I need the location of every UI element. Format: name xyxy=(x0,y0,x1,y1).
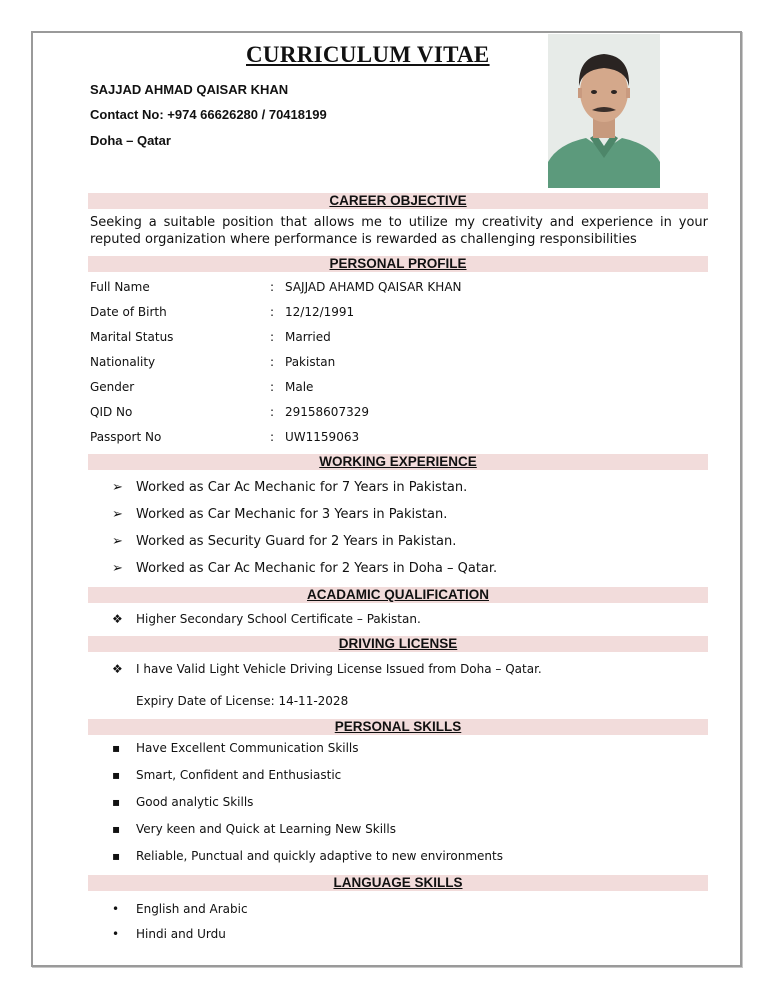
list-item-text: Worked as Car Mechanic for 3 Years in Pakistan. xyxy=(136,507,448,522)
section-header-driving-license xyxy=(88,636,708,652)
person-photo-icon xyxy=(548,34,660,188)
section-title: PERSONAL SKILLS xyxy=(334,719,462,734)
career-objective-text: Seeking a suitable position that allows me to utilize my creativity and experience in your reputed organization where performance is rewarded as challenging responsibilities xyxy=(90,215,708,247)
arrow-bullet-icon: ➢ xyxy=(112,534,123,549)
profile-label: Date of Birth xyxy=(90,305,167,319)
arrow-bullet-icon: ➢ xyxy=(112,507,123,522)
profile-photo xyxy=(548,34,660,188)
colon: : xyxy=(270,405,275,419)
section-header-personal-skills xyxy=(88,719,708,735)
list-item-text: Worked as Security Guard for 2 Years in Pakistan. xyxy=(136,534,457,549)
list-item xyxy=(112,662,542,676)
square-bullet-icon: ▪ xyxy=(112,822,121,836)
profile-value: 29158607329 xyxy=(285,405,369,419)
section-title: WORKING EXPERIENCE xyxy=(319,454,477,469)
square-bullet-icon: ▪ xyxy=(112,741,121,755)
list-item xyxy=(112,480,467,495)
profile-label: Marital Status xyxy=(90,330,174,344)
dot-bullet-icon: • xyxy=(112,927,120,941)
list-item xyxy=(112,927,226,941)
list-item-text: Higher Secondary School Certificate – Pakistan. xyxy=(136,612,421,626)
list-item xyxy=(112,849,503,863)
list-item xyxy=(112,612,421,626)
profile-label: Passport No xyxy=(90,430,162,444)
list-item-text: I have Valid Light Vehicle Driving License Issued from Doha – Qatar. xyxy=(136,662,542,676)
list-item-text: Reliable, Punctual and quickly adaptive to new environments xyxy=(136,849,503,863)
profile-label: Full Name xyxy=(90,280,150,294)
arrow-bullet-icon: ➢ xyxy=(112,480,123,495)
list-item-text: Have Excellent Communication Skills xyxy=(136,741,359,755)
dot-bullet-icon: • xyxy=(112,902,120,916)
square-bullet-icon: ▪ xyxy=(112,849,121,863)
colon: : xyxy=(270,305,275,319)
arrow-bullet-icon: ➢ xyxy=(112,561,123,576)
diamond-bullet-icon: ❖ xyxy=(112,612,123,626)
square-bullet-icon: ▪ xyxy=(112,768,121,782)
list-item xyxy=(112,534,456,549)
contact-number: Contact No: +974 66626280 / 70418199 xyxy=(90,107,327,122)
profile-value: Pakistan xyxy=(285,355,336,369)
section-header-career-objective xyxy=(88,193,708,209)
profile-value: Male xyxy=(285,380,314,394)
profile-value: 12/12/1991 xyxy=(285,305,355,319)
profile-value: UW1159063 xyxy=(285,430,360,444)
profile-label: Nationality xyxy=(90,355,156,369)
colon: : xyxy=(270,430,275,444)
section-header-personal-profile xyxy=(88,256,708,272)
section-title: DRIVING LICENSE xyxy=(338,636,458,651)
list-item xyxy=(112,822,396,836)
list-item-text: English and Arabic xyxy=(136,902,248,916)
list-item xyxy=(112,795,253,809)
colon: : xyxy=(270,280,275,294)
section-title: CAREER OBJECTIVE xyxy=(329,193,467,208)
list-item-text: Good analytic Skills xyxy=(136,795,254,809)
license-expiry: Expiry Date of License: 14-11-2028 xyxy=(136,694,349,708)
profile-value: Married xyxy=(285,330,331,344)
list-item-text: Hindi and Urdu xyxy=(136,927,226,941)
profile-label: Gender xyxy=(90,380,135,394)
applicant-name: SAJJAD AHMAD QAISAR KHAN xyxy=(90,82,289,97)
document-title: CURRICULUM VITAE xyxy=(246,42,490,67)
list-item-text: Worked as Car Ac Mechanic for 2 Years in Doha – Qatar. xyxy=(136,561,498,576)
list-item xyxy=(112,561,497,576)
colon: : xyxy=(270,355,275,369)
list-item-text: Worked as Car Ac Mechanic for 7 Years in Pakistan. xyxy=(136,480,468,495)
section-header-language-skills xyxy=(88,875,708,891)
square-bullet-icon: ▪ xyxy=(112,795,121,809)
colon: : xyxy=(270,330,275,344)
section-header-working-experience xyxy=(88,454,708,470)
profile-value: SAJJAD AHAMD QAISAR KHAN xyxy=(285,280,462,294)
list-item xyxy=(112,768,341,782)
section-title: LANGUAGE SKILLS xyxy=(333,875,463,890)
list-item xyxy=(112,507,447,522)
list-item-text: Smart, Confident and Enthusiastic xyxy=(136,768,342,782)
section-title: PERSONAL PROFILE xyxy=(329,256,467,271)
list-item-text: Very keen and Quick at Learning New Skills xyxy=(136,822,396,836)
location: Doha – Qatar xyxy=(90,133,171,148)
diamond-bullet-icon: ❖ xyxy=(112,662,123,676)
section-title: ACADAMIC QUALIFICATION xyxy=(307,587,489,602)
colon: : xyxy=(270,380,275,394)
list-item xyxy=(112,741,359,755)
list-item xyxy=(112,902,248,916)
profile-label: QID No xyxy=(90,405,133,419)
section-header-academic-qualification xyxy=(88,587,708,603)
